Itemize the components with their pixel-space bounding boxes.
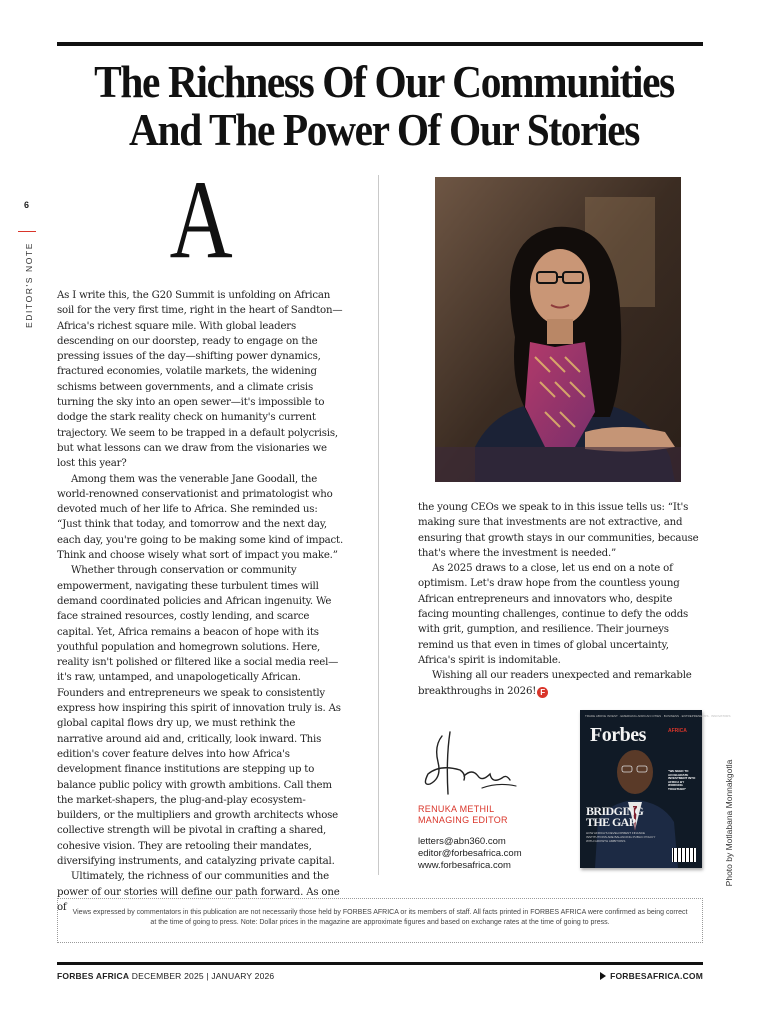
editor-credit [418,804,508,825]
cover-deck: HOW AFRICA'S DEVELOPMENT FINANCE INSTITUTIONS ARE BALANCING PUBLIC POLICY WITH GROWTH AMBITIONS [586,831,656,843]
cover-edition: AFRICA [668,728,687,734]
rail-accent-line [18,231,36,232]
footer-brand: FORBES AFRICA [57,971,130,981]
cover-side-quote: “WE NEED TO ACCELERATE INVESTMENT INTO AFRICA BY WORKING TOGETHER” [668,769,696,791]
editor-portrait [435,177,681,482]
left-column [57,288,343,915]
cover-masthead: Forbes [590,724,646,746]
portrait-illustration [435,177,681,482]
drop-cap: A [169,158,233,282]
contact-block [418,836,522,872]
barcode-icon [672,848,696,862]
paragraph [418,668,704,699]
right-column [418,500,704,699]
page-number: 6 [24,200,30,210]
editor-name: RENUKA METHIL [418,804,495,814]
disclaimer-box: Views expressed by commentators in this publication are not necessarily those held by FORBES AFRICA or its members of staff. All facts printed in FORBES AFRICA were confirmed as being correct at the time of going to press. Note: Dollar prices in the magazine are approximate figures and based on exchange rates at the time of going to press. [57,898,703,943]
play-arrow-icon [600,972,606,980]
editor-title: MANAGING EDITOR [418,814,508,825]
title-line-1: The Richness Of Our Communities [94,57,674,107]
contact-email-letters[interactable]: letters@abn360.com [418,836,506,847]
paragraph: the young CEOs we speak to in this issue tells us: “It's making sure that investments are not extractive, and ensuring that growth stays in our communities, because that's where the investment is needed.” [418,502,699,559]
footer-site: FORBESAFRICA.COM [610,971,703,981]
bottom-rule [57,962,703,965]
paragraph: Whether through conservation or community empowerment, navigating these turbulent times will demand coordinated policies and African ingenuity. We face strained resources, costly lending, and scarce capital. Yet, Africa remains a beacon of hope with its youthful population and homegrown solutions. Here, reality isn't polished or filtered like a social media reel—it's raw, untamped, and unapologetically African. Founders and entrepreneurs we speak to consistently express how inspiring this spirit of innovation truly is. As global capital flows dry up, we must rethink the narrative around aid and, critically, look inward. This edition's cover feature delves into how Africa's development finance institutions are stepping up to balance public policy with growth ambitions. Call them the market-shapers, the plug-and-play ecosystem-builders, or the multipliers and growth architects whose collective strength will be pivotal in crafting a shared, cohesive vision. They are retooling their mandates, diversifying instruments, and catalyzing private capital. [57,565,341,867]
contact-website[interactable]: www.forbesafrica.com [418,860,511,871]
column-divider [378,175,379,875]
cover-topline: TRADE ABOVE INVEST · EMERGING AFRICAN CITIES · BUSINESS · ENTREPRENEURS · INNOVATORS [585,714,731,718]
end-mark-icon: F [537,687,548,698]
paragraph: As 2025 draws to a close, let us end on a note of optimism. Let's draw hope from the countless young African entrepreneurs and innovators who, despite facing mounting challenges, continue to defy the odds with grit, gumption, and resilience. Their journeys remind us that even in times of global uncertainty, Africa's spirit is indomitable. [418,563,689,666]
paragraph: Among them was the venerable Jane Goodall, the world-renowned conservationist and primatologist who devoted much of her life to Africa. She reminded us: “Just think that today, and tomorrow and the next day, each day, you're going to be making some kind of impact. Think and choose wisely what sort of impact you make.” [57,473,343,562]
cover-headline: BRIDGING THE GAP [586,804,644,829]
title-line-2: And The Power Of Our Stories [129,105,639,155]
photo-credit: Photo by Motlabana Monnakgotla [724,759,734,887]
closing-line: Wishing all our readers unexpected and remarkable breakthroughs in 2026! [418,670,692,697]
paragraph: As I write this, the G20 Summit is unfolding on African soil for the very first time, right in the heart of Sandton—Africa's richest square mile. With global leaders descending on our doorstep, ready to engage on the pressing issues of the day—shifting power dynamics, fractured economies, volatile markets, the widening schisms between governments, and a climate crisis turning the sky into an open sewer—it's impossible to dodge the stark reality check on humanity's current trajectory. We seem to be trapped in a default polycrisis, but what lessons can we draw from the visionaries we lost this year? [57,290,343,470]
section-label: EDITOR'S NOTE [24,241,34,329]
page-title [68,58,701,154]
footer-issue [57,971,274,981]
paragraph: Ultimately, the richness of our communities and the power of our stories will define our path forward. As one of [57,871,340,913]
contact-email-editor[interactable]: editor@forbesafrica.com [418,848,522,859]
signature-icon [420,728,520,798]
top-rule [57,42,703,46]
footer-date: DECEMBER 2025 | JANUARY 2026 [131,971,275,981]
footer-site-link[interactable] [600,971,703,981]
